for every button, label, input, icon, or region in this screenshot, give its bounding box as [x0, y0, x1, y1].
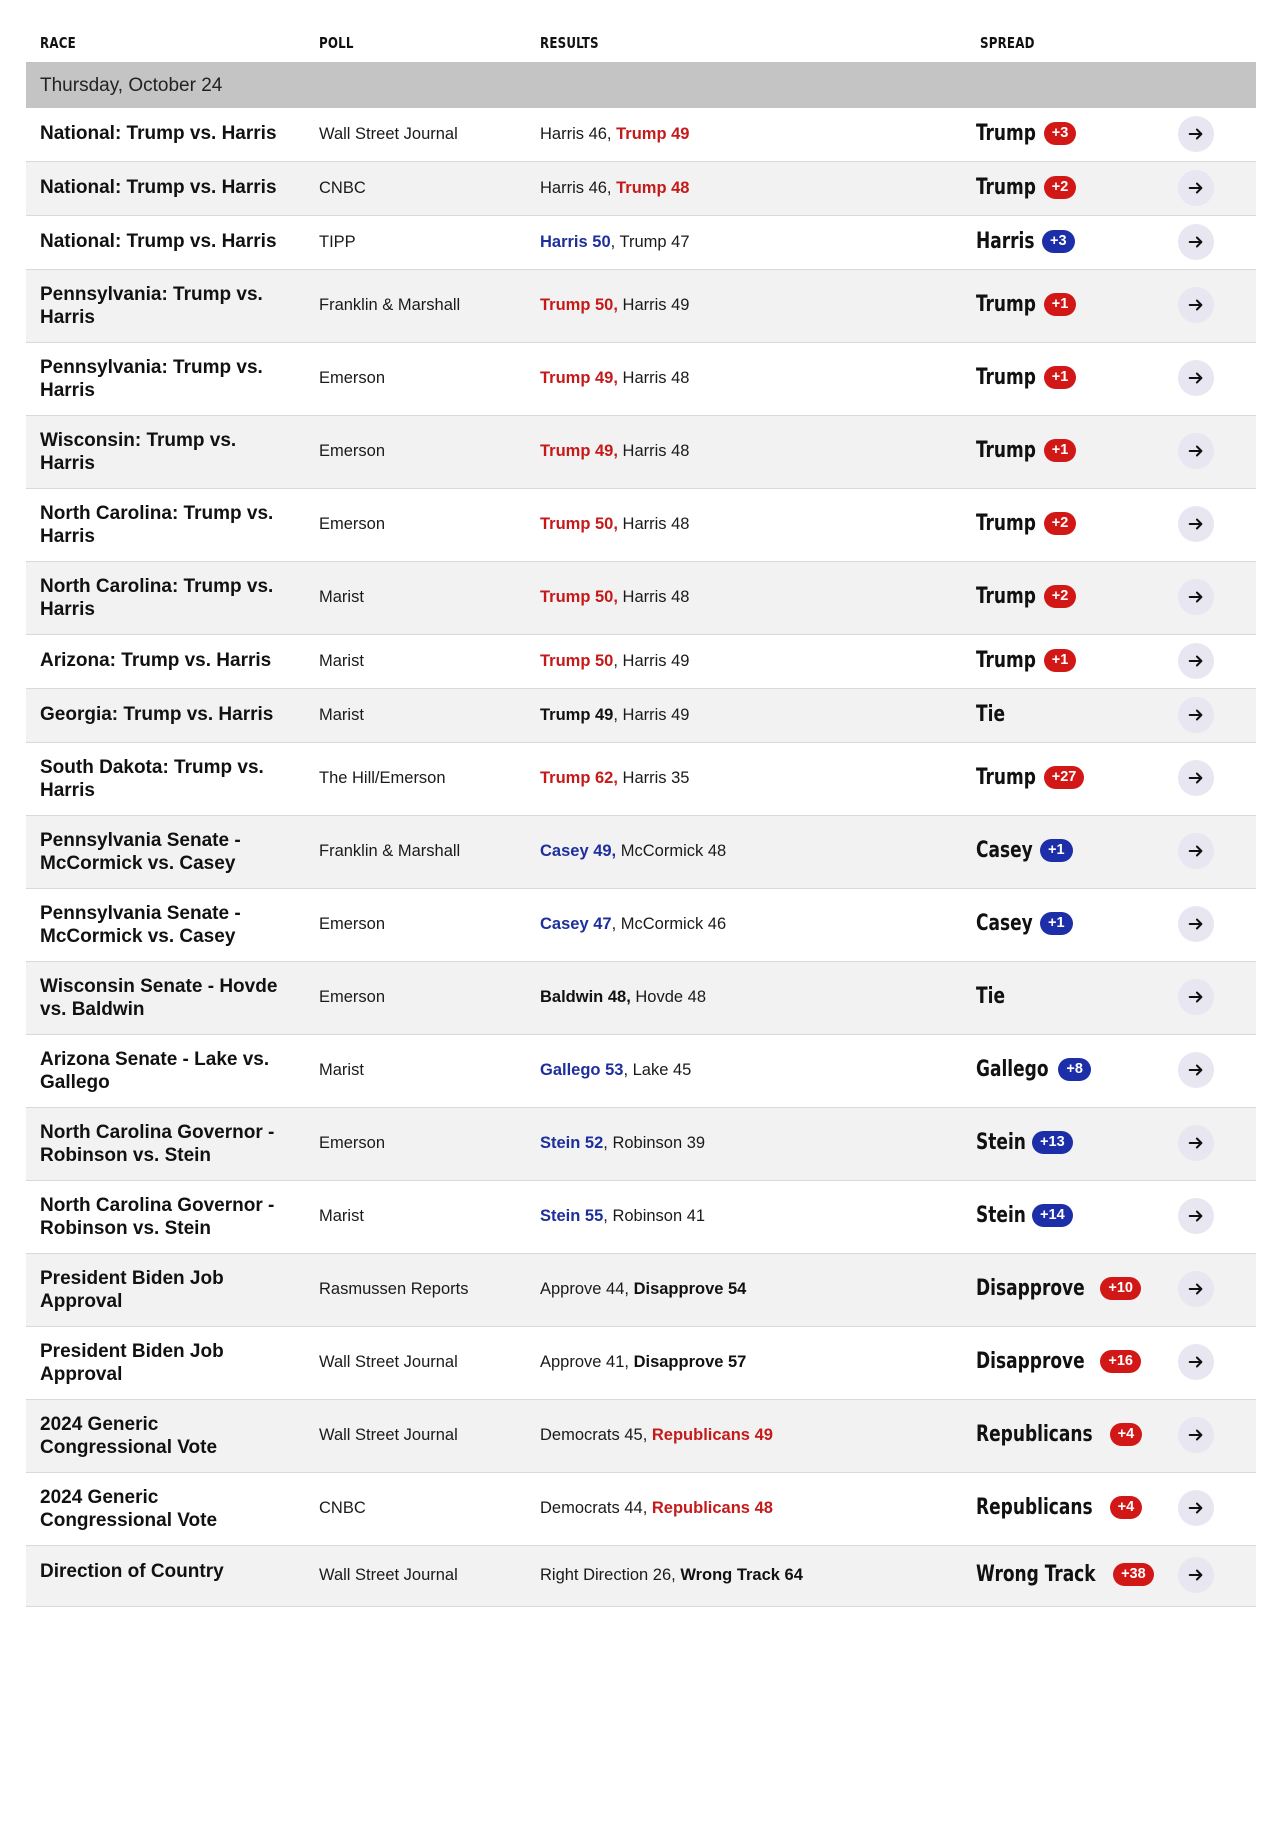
result-text: , Trump 47 — [610, 233, 690, 251]
spread-leader: Trump — [976, 584, 1036, 609]
spread-badge: +13 — [1032, 1131, 1073, 1154]
table-row[interactable] — [26, 216, 1256, 270]
race-name: 2024 Generic Congressional Vote — [40, 1487, 218, 1531]
spread-leader: Trump — [976, 365, 1036, 390]
row-details-button[interactable] — [1178, 643, 1214, 679]
row-details-button[interactable] — [1178, 1125, 1214, 1161]
result-leader: Wrong Track 64 — [680, 1566, 803, 1584]
spread — [976, 702, 1004, 727]
result-text: , McCormick 46 — [611, 915, 727, 933]
result-leader: Casey 49, — [540, 842, 617, 860]
table-row[interactable] — [26, 416, 1256, 489]
poll-results — [540, 1207, 705, 1226]
poll-results — [540, 1499, 773, 1518]
poll-source: CNBC — [319, 1499, 366, 1517]
spread-badge: +1 — [1044, 366, 1077, 389]
result-text: Harris 48 — [617, 369, 690, 387]
table-row[interactable] — [26, 343, 1256, 416]
row-details-button[interactable] — [1178, 906, 1214, 942]
result-leader: Trump 50, — [540, 588, 618, 606]
poll-source: Emerson — [319, 515, 386, 533]
spread — [976, 1057, 1091, 1082]
arrow-right-icon — [1187, 769, 1205, 787]
result-leader: Trump 50 — [540, 652, 614, 670]
row-details-button[interactable] — [1178, 760, 1214, 796]
spread-badge: +3 — [1042, 230, 1075, 253]
spread-leader: Stein — [976, 1203, 1026, 1228]
table-row[interactable] — [26, 1327, 1256, 1400]
polls-table — [26, 0, 1256, 1607]
arrow-right-icon — [1187, 1134, 1205, 1152]
arrow-right-icon — [1187, 515, 1205, 533]
row-details-button[interactable] — [1178, 1417, 1214, 1453]
result-text: Democrats 44, — [540, 1499, 652, 1517]
race-name: Pennsylvania Senate - McCormick vs. Casey — [40, 903, 241, 947]
arrow-right-icon — [1187, 706, 1205, 724]
poll-results — [540, 125, 689, 144]
poll-source: Rasmussen Reports — [319, 1280, 469, 1298]
result-text: , Harris 49 — [613, 652, 690, 670]
arrow-right-icon — [1187, 233, 1205, 251]
poll-source: Emerson — [319, 1134, 386, 1152]
poll-source: Emerson — [319, 988, 386, 1006]
poll-source: TIPP — [319, 233, 356, 251]
poll-results — [540, 588, 689, 607]
spread — [976, 1203, 1073, 1228]
result-text: Approve 44, — [540, 1280, 634, 1298]
result-text: McCormick 48 — [616, 842, 727, 860]
result-leader: Disapprove 54 — [633, 1280, 747, 1298]
spread-leader: Trump — [976, 765, 1036, 790]
poll-results — [540, 1566, 803, 1585]
race-name: President Biden Job Approval — [40, 1341, 224, 1385]
result-leader: Casey 47 — [540, 915, 612, 933]
poll-source: Franklin & Marshall — [319, 842, 461, 860]
spread-leader: Trump — [976, 292, 1036, 317]
date-label: Thursday, October 24 — [40, 75, 223, 96]
result-leader: Gallego 53 — [540, 1061, 624, 1079]
spread-leader: Disapprove — [976, 1349, 1085, 1374]
result-leader: Republicans 49 — [651, 1426, 773, 1444]
result-leader: Trump 48 — [616, 179, 690, 197]
result-leader: Trump 49 — [616, 125, 690, 143]
spread — [976, 765, 1084, 790]
poll-results — [540, 442, 689, 461]
arrow-right-icon — [1187, 1426, 1205, 1444]
table-row[interactable] — [26, 635, 1256, 689]
row-details-button[interactable] — [1178, 579, 1214, 615]
arrow-right-icon — [1187, 1566, 1205, 1584]
spread-badge: +27 — [1044, 766, 1085, 789]
row-details-button[interactable] — [1178, 433, 1214, 469]
race-name: National: Trump vs. Harris — [40, 177, 277, 198]
spread-leader: Casey — [976, 838, 1033, 863]
poll-source: Wall Street Journal — [319, 1353, 458, 1371]
race-name: South Dakota: Trump vs. Harris — [40, 757, 264, 801]
spread — [976, 121, 1076, 146]
arrow-right-icon — [1187, 125, 1205, 143]
spread-badge: +1 — [1044, 439, 1077, 462]
race-name: Pennsylvania Senate - McCormick vs. Casey — [40, 830, 241, 874]
poll-results — [540, 1426, 773, 1445]
race-name: North Carolina Governor - Robinson vs. Stein — [40, 1195, 275, 1239]
result-text: , Harris 49 — [613, 706, 690, 724]
table-body — [26, 108, 1256, 1607]
spread-badge: +16 — [1100, 1350, 1141, 1373]
poll-source: Franklin & Marshall — [319, 296, 461, 314]
table-row[interactable] — [26, 689, 1256, 743]
poll-source: Marist — [319, 706, 364, 724]
spread — [976, 1562, 1154, 1587]
result-text: Harris 48 — [617, 515, 690, 533]
poll-results — [540, 915, 726, 934]
table-row[interactable] — [26, 743, 1256, 816]
poll-source: Emerson — [319, 369, 386, 387]
race-name: Arizona Senate - Lake vs. Gallego — [40, 1049, 270, 1093]
poll-source: Emerson — [319, 442, 386, 460]
result-leader: Harris 50 — [540, 233, 611, 251]
result-text: Harris 48 — [617, 588, 690, 606]
column-header-poll: POLL — [319, 34, 354, 52]
spread-leader: Gallego — [976, 1057, 1049, 1082]
table-row[interactable] — [26, 562, 1256, 635]
poll-results — [540, 1061, 691, 1080]
spread-badge: +38 — [1113, 1563, 1154, 1586]
arrow-right-icon — [1187, 588, 1205, 606]
result-leader: Trump 49, — [540, 369, 618, 387]
date-group-header — [26, 62, 1256, 108]
spread-badge: +2 — [1044, 176, 1077, 199]
row-details-button[interactable] — [1178, 287, 1214, 323]
table-row[interactable] — [26, 1181, 1256, 1254]
race-name: Direction of Country — [40, 1561, 224, 1582]
spread-leader: Wrong Track — [976, 1562, 1096, 1587]
poll-results — [540, 1134, 705, 1153]
result-text: Harris 49 — [617, 296, 690, 314]
row-details-button[interactable] — [1178, 506, 1214, 542]
poll-results — [540, 1353, 746, 1372]
spread-leader: Disapprove — [976, 1276, 1085, 1301]
poll-source: Marist — [319, 1061, 364, 1079]
spread — [976, 1130, 1073, 1155]
poll-results — [540, 652, 689, 671]
spread-leader: Casey — [976, 911, 1033, 936]
table-row[interactable] — [26, 108, 1256, 162]
result-leader: Stein 55 — [540, 1207, 604, 1225]
spread-leader: Stein — [976, 1130, 1026, 1155]
poll-results — [540, 369, 689, 388]
spread-leader: Trump — [976, 175, 1036, 200]
race-name: North Carolina: Trump vs. Harris — [40, 576, 274, 620]
row-details-button[interactable] — [1178, 1271, 1214, 1307]
table-row[interactable] — [26, 889, 1256, 962]
spread-leader: Trump — [976, 511, 1036, 536]
result-text: , Robinson 41 — [603, 1207, 706, 1225]
race-name: North Carolina: Trump vs. Harris — [40, 503, 274, 547]
spread — [976, 175, 1076, 200]
table-row[interactable] — [26, 1108, 1256, 1181]
spread — [976, 1422, 1142, 1447]
spread-badge: +4 — [1110, 1496, 1143, 1519]
row-details-button[interactable] — [1178, 1557, 1214, 1593]
arrow-right-icon — [1187, 369, 1205, 387]
result-leader: Trump 49, — [540, 442, 618, 460]
poll-source: Marist — [319, 652, 364, 670]
spread — [976, 1349, 1141, 1374]
spread-leader: Tie — [976, 984, 1005, 1009]
spread-leader: Republicans — [976, 1422, 1093, 1447]
poll-results — [540, 179, 689, 198]
spread-badge: +14 — [1032, 1204, 1073, 1227]
spread-leader: Republicans — [976, 1495, 1093, 1520]
table-row[interactable] — [26, 1035, 1256, 1108]
spread — [976, 584, 1076, 609]
arrow-right-icon — [1187, 442, 1205, 460]
table-row[interactable] — [26, 1546, 1256, 1607]
poll-source: Marist — [319, 588, 364, 606]
poll-results — [540, 769, 689, 788]
result-text: Approve 41, — [540, 1353, 634, 1371]
race-name: President Biden Job Approval — [40, 1268, 224, 1312]
arrow-right-icon — [1187, 1499, 1205, 1517]
poll-source: Wall Street Journal — [319, 1426, 458, 1444]
arrow-right-icon — [1187, 1280, 1205, 1298]
arrow-right-icon — [1187, 652, 1205, 670]
poll-results — [540, 233, 690, 252]
spread-badge: +1 — [1040, 912, 1073, 935]
table-row[interactable] — [26, 1473, 1256, 1546]
result-leader: Trump 50, — [540, 515, 618, 533]
spread — [976, 438, 1076, 463]
result-text: Harris 46, — [540, 179, 617, 197]
spread — [976, 229, 1075, 254]
arrow-right-icon — [1187, 1061, 1205, 1079]
spread — [976, 648, 1076, 673]
race-name: Pennsylvania: Trump vs. Harris — [40, 357, 263, 401]
result-text: Harris 48 — [617, 442, 690, 460]
result-text: Democrats 45, — [540, 1426, 652, 1444]
spread — [976, 365, 1076, 390]
spread — [976, 511, 1076, 536]
row-details-button[interactable] — [1178, 833, 1214, 869]
arrow-right-icon — [1187, 1353, 1205, 1371]
column-header-results: RESULTS — [540, 34, 599, 52]
table-row[interactable] — [26, 162, 1256, 216]
spread — [976, 292, 1076, 317]
poll-source: The Hill/Emerson — [319, 769, 446, 787]
poll-results — [540, 842, 726, 861]
spread-leader: Trump — [976, 438, 1036, 463]
result-text: Right Direction 26, — [540, 1566, 681, 1584]
table-row[interactable] — [26, 1254, 1256, 1327]
race-name: Arizona: Trump vs. Harris — [40, 650, 272, 671]
spread — [976, 838, 1073, 863]
table-row[interactable] — [26, 1400, 1256, 1473]
result-text: Hovde 48 — [630, 988, 706, 1006]
race-name: 2024 Generic Congressional Vote — [40, 1414, 218, 1458]
race-name: Pennsylvania: Trump vs. Harris — [40, 284, 263, 328]
table-header — [26, 0, 1256, 62]
row-details-button[interactable] — [1178, 116, 1214, 152]
race-name: Wisconsin Senate - Hovde vs. Baldwin — [40, 976, 278, 1020]
poll-results — [540, 1280, 746, 1299]
arrow-right-icon — [1187, 915, 1205, 933]
poll-source: Emerson — [319, 915, 386, 933]
spread-badge: +10 — [1100, 1277, 1141, 1300]
result-leader: Republicans 48 — [651, 1499, 773, 1517]
spread-badge: +1 — [1040, 839, 1073, 862]
row-details-button[interactable] — [1178, 1198, 1214, 1234]
spread-badge: +1 — [1044, 649, 1077, 672]
row-details-button[interactable] — [1178, 224, 1214, 260]
spread-badge: +3 — [1044, 122, 1077, 145]
race-name: North Carolina Governor - Robinson vs. Stein — [40, 1122, 275, 1166]
arrow-right-icon — [1187, 296, 1205, 314]
result-leader: Stein 52 — [540, 1134, 604, 1152]
spread — [976, 1276, 1141, 1301]
poll-results — [540, 988, 706, 1007]
poll-source: Wall Street Journal — [319, 1566, 458, 1584]
row-details-button[interactable] — [1178, 1490, 1214, 1526]
result-text: , Robinson 39 — [603, 1134, 706, 1152]
row-details-button[interactable] — [1178, 979, 1214, 1015]
spread-leader: Trump — [976, 648, 1036, 673]
spread-badge: +1 — [1044, 293, 1077, 316]
row-details-button[interactable] — [1178, 1344, 1214, 1380]
spread — [976, 1495, 1142, 1520]
poll-source: Marist — [319, 1207, 364, 1225]
result-text: Harris 35 — [617, 769, 690, 787]
result-leader: Disapprove 57 — [633, 1353, 747, 1371]
spread-leader: Harris — [976, 229, 1035, 254]
result-text: Harris 46, — [540, 125, 617, 143]
spread-badge: +2 — [1044, 512, 1077, 535]
result-leader: Trump 50, — [540, 296, 618, 314]
table-row[interactable] — [26, 489, 1256, 562]
row-details-button[interactable] — [1178, 697, 1214, 733]
poll-source: Wall Street Journal — [319, 125, 458, 143]
column-header-race: RACE — [40, 34, 76, 52]
race-name: National: Trump vs. Harris — [40, 123, 277, 144]
table-row[interactable] — [26, 816, 1256, 889]
race-name: Wisconsin: Trump vs. Harris — [40, 430, 237, 474]
spread-leader: Tie — [976, 702, 1005, 727]
poll-results — [540, 296, 689, 315]
result-leader: Trump 62, — [540, 769, 618, 787]
arrow-right-icon — [1187, 842, 1205, 860]
poll-source: CNBC — [319, 179, 366, 197]
spread — [976, 911, 1073, 936]
spread-badge: +2 — [1044, 585, 1077, 608]
row-details-button[interactable] — [1178, 170, 1214, 206]
spread-badge: +4 — [1110, 1423, 1143, 1446]
arrow-right-icon — [1187, 988, 1205, 1006]
column-header-spread: SPREAD — [980, 34, 1035, 52]
spread-leader: Trump — [976, 121, 1036, 146]
result-leader: Baldwin 48, — [540, 988, 631, 1006]
result-leader: Trump 49 — [540, 706, 614, 724]
table-row[interactable] — [26, 270, 1256, 343]
poll-results — [540, 706, 689, 725]
result-text: , Lake 45 — [623, 1061, 692, 1079]
row-details-button[interactable] — [1178, 1052, 1214, 1088]
poll-results — [540, 515, 689, 534]
arrow-right-icon — [1187, 179, 1205, 197]
arrow-right-icon — [1187, 1207, 1205, 1225]
race-name: National: Trump vs. Harris — [40, 231, 277, 252]
spread — [976, 984, 1004, 1009]
table-row[interactable] — [26, 962, 1256, 1035]
race-name: Georgia: Trump vs. Harris — [40, 704, 274, 725]
row-details-button[interactable] — [1178, 360, 1214, 396]
spread-badge: +8 — [1058, 1058, 1091, 1081]
